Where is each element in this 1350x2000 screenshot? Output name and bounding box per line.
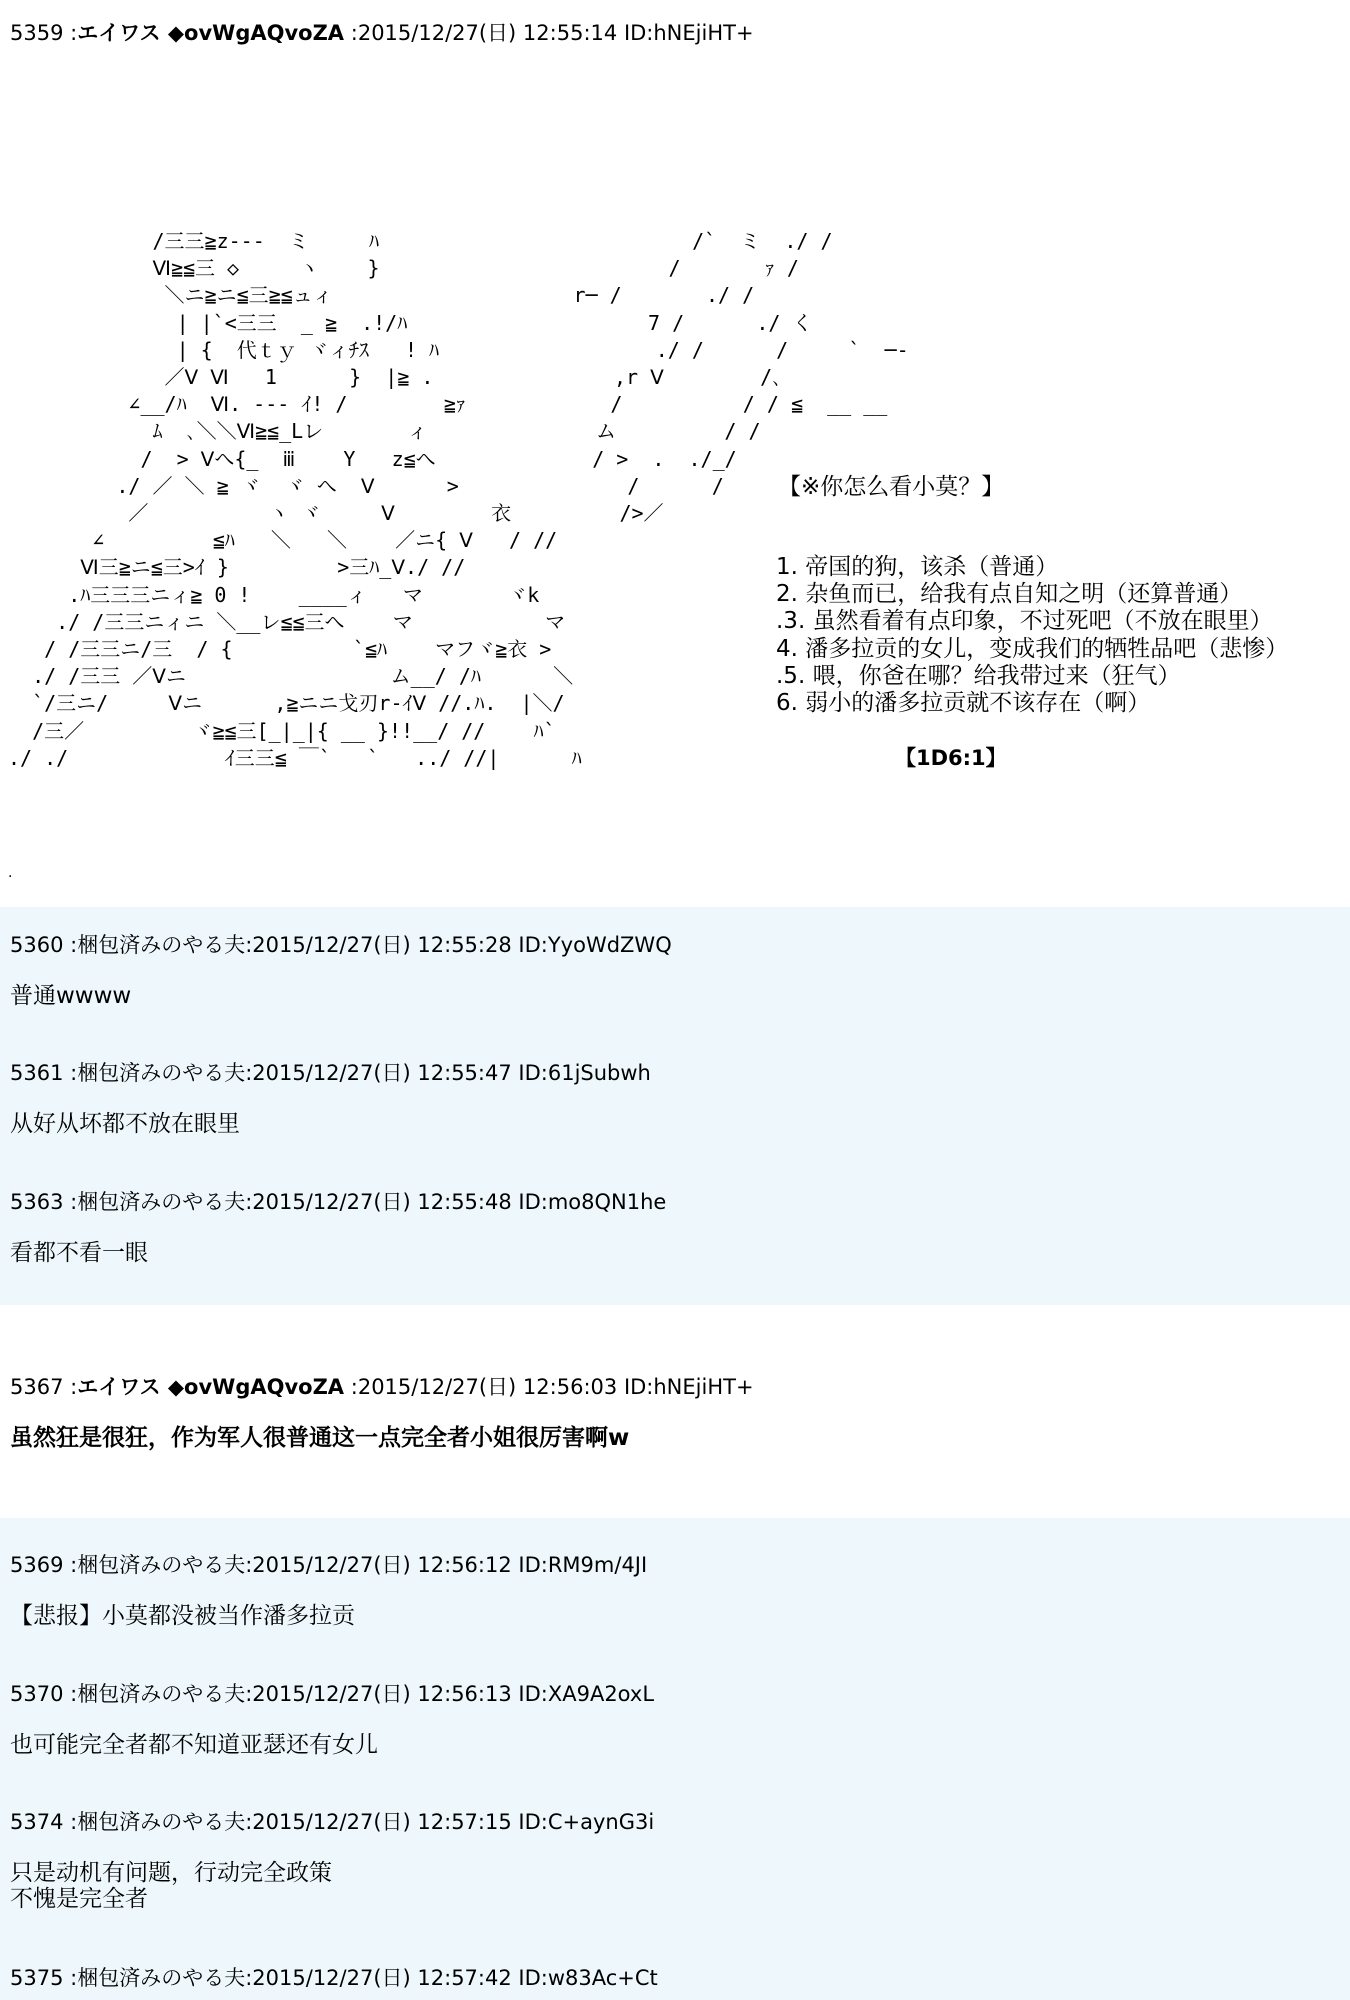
- choice-item: .5. 喂，你爸在哪？给我带过来（狂气）: [776, 662, 1181, 689]
- post-id[interactable]: ID:C+aynG3i: [518, 1810, 655, 1834]
- post-header: [10, 20, 754, 46]
- post-number: 5370: [10, 1682, 64, 1706]
- post-body: 只是动机有问题，行动完全政策: [10, 1860, 332, 1886]
- post-id[interactable]: ID:hNEjiHT+: [623, 21, 754, 45]
- post-date: 2015/12/27(日) 12:57:42: [252, 1966, 512, 1990]
- post-5359: [0, 0, 1350, 907]
- post-body: 虽然狂是很狂，作为军人很普通这一点完全者小姐很厉害啊w: [10, 1425, 630, 1451]
- post-date: 2015/12/27(日) 12:56:12: [252, 1553, 512, 1577]
- post-header: [10, 932, 672, 958]
- post-author[interactable]: エイワス ◆ovWgAQvoZA: [77, 1375, 345, 1399]
- post-group-1: [0, 907, 1350, 1305]
- post-sep2: :: [245, 1553, 253, 1577]
- post-author[interactable]: 梱包済みのやる夫: [77, 1061, 246, 1085]
- post-date: 2015/12/27(日) 12:55:48: [252, 1190, 512, 1214]
- post-date: 2015/12/27(日) 12:56:13: [252, 1682, 512, 1706]
- post-number: 5360: [10, 933, 64, 957]
- dice-result: 【1D6:1】: [895, 746, 1007, 770]
- post-sep: :: [63, 1966, 78, 1990]
- post-author[interactable]: 梱包済みのやる夫: [77, 1682, 246, 1706]
- post-date: 2015/12/27(日) 12:55:47: [252, 1061, 512, 1085]
- post-sep: :: [63, 21, 78, 45]
- post-id[interactable]: ID:YyoWdZWQ: [518, 933, 672, 957]
- post-body: 从好从坏都不放在眼里: [10, 1111, 240, 1137]
- post-number: 5367: [10, 1375, 64, 1399]
- post-sep2: :: [245, 933, 253, 957]
- post-sep: :: [63, 1061, 78, 1085]
- post-header: [10, 1681, 654, 1707]
- post-body: 也可能完全者都不知道亚瑟还有女儿: [10, 1732, 378, 1758]
- post-body: 普通wwww: [10, 983, 132, 1009]
- post-header: [10, 1060, 651, 1086]
- post-id[interactable]: ID:61jSubwh: [518, 1061, 651, 1085]
- post-date: 2015/12/27(日) 12:55:28: [252, 933, 512, 957]
- post-5367: [0, 1305, 1350, 1518]
- post-id[interactable]: ID:hNEjiHT+: [623, 1375, 754, 1399]
- post-sep2: :: [245, 1061, 253, 1085]
- post-id[interactable]: ID:XA9A2oxL: [518, 1682, 655, 1706]
- post-sep: :: [63, 1553, 78, 1577]
- post-number: 5363: [10, 1190, 64, 1214]
- post-header: [10, 1809, 654, 1835]
- post-group-2: [0, 1518, 1350, 2000]
- choice-item: 4. 潘多拉贡的女儿，变成我们的牺牲品吧（悲惨）: [776, 635, 1289, 662]
- post-date: 2015/12/27(日) 12:55:14: [357, 21, 618, 45]
- post-sep2: :: [245, 1682, 253, 1706]
- post-sep: :: [63, 933, 78, 957]
- question-label: 【※你怎么看小莫？】: [778, 474, 1005, 500]
- post-author[interactable]: 梱包済みのやる夫: [77, 1810, 246, 1834]
- post-number: 5361: [10, 1061, 64, 1085]
- post-number: 5374: [10, 1810, 64, 1834]
- post-sep: :: [63, 1375, 78, 1399]
- choice-list: [776, 554, 1288, 717]
- post-author[interactable]: 梱包済みのやる夫: [77, 1190, 246, 1214]
- choice-item: 6. 弱小的潘多拉贡就不该存在（啊）: [776, 690, 1151, 717]
- post-sep2: :: [245, 1190, 253, 1214]
- post-date: 2015/12/27(日) 12:57:15: [252, 1810, 512, 1834]
- ascii-art: /三三≧z--- ミ ﾊ /` ミ ./ / Ⅵ≧≦三 ◇ ヽ } / ｧ / ＼ニ≧ニ≦三≧≦ュィ r─ / ./ / | |`<三三 _ ≧ .!/ﾊ 7 / ./ く | { 代ｔｙ ヾィﾁｽ ! ﾊ ./ / / ` ─- ／Ⅴ Ⅵ 1 } |≧ . ,r Ⅴ /､ ∠__/ﾊ Ⅵ. -‐- ｲ! / ≧ｧ / / / ≦ __ __ ﾑ ､＼＼Ⅵ≧≦_Lレ ィ ム / / / > Ⅴへ{_ ⅲ Y z≦へ / > . ./_/ ./ ／ ＼ ≧ ヾ ヾ へ Ⅴ > / / ／ ヽ ヾ Ⅴ 衣 />／ ∠ ≦ﾊ ＼ ＼ ／ニ{ Ⅴ / // Ⅵ三≧ニ≦三>ｲ } >三ﾊ_Ⅴ./ // .ﾊ三三三ニィ≧ 0 ! ____ィ マ ヾk ./ /三三ニィニ ＼__レ≦≦三へ マ マ / /三三ニ/三 / { `≦ﾊ マフヾ≧衣 > ./ /三三 ／Ⅴニ ム__/ /ﾊ ＼ `/三ニ/ Ⅴニ ,≧ニニ戈刃r-ｲⅤ //.ﾊ. |＼/ /三／ ヾ≧≦三[_|_|{ __ }!!__/ // ﾊ` ./ ./ ｲ三三≦ ￣` ` ../ //| ﾊ: [8, 229, 909, 770]
- post-sep2: :: [245, 1966, 253, 1990]
- post-body: 看都不看一眼: [10, 1240, 148, 1266]
- post-id[interactable]: ID:mo8QN1he: [518, 1190, 667, 1214]
- post-header: [10, 1189, 666, 1215]
- post-body: 【悲报】小莫都没被当作潘多拉贡: [10, 1603, 355, 1629]
- choice-item: 2. 杂鱼而已，给我有点自知之明（还算普通）: [776, 581, 1243, 608]
- post-sep2: :: [245, 1810, 253, 1834]
- post-header: [10, 1965, 658, 1991]
- post-header: [10, 1552, 647, 1578]
- post-number: 5369: [10, 1553, 64, 1577]
- post-sep: :: [63, 1682, 78, 1706]
- post-sep: :: [63, 1810, 78, 1834]
- post-id[interactable]: ID:w83Ac+Ct: [518, 1966, 658, 1990]
- post-sep2: :: [344, 1375, 358, 1399]
- post-id[interactable]: ID:RM9m/4JI: [518, 1553, 648, 1577]
- post-date: 2015/12/27(日) 12:56:03: [357, 1375, 618, 1399]
- post-number: 5375: [10, 1966, 64, 1990]
- post-author[interactable]: エイワス ◆ovWgAQvoZA: [77, 21, 345, 45]
- post-number: 5359: [10, 21, 64, 45]
- choice-item: 1. 帝国的狗，该杀（普通）: [776, 554, 1059, 580]
- post-author[interactable]: 梱包済みのやる夫: [77, 933, 246, 957]
- post-sep: :: [63, 1190, 78, 1214]
- post-body-line2: 不愧是完全者: [10, 1886, 148, 1912]
- stray-dot: .: [8, 865, 13, 881]
- post-header: [10, 1374, 754, 1400]
- post-sep2: :: [344, 21, 358, 45]
- post-author[interactable]: 梱包済みのやる夫: [77, 1553, 246, 1577]
- choice-item: .3. 虽然看着有点印象，不过死吧（不放在眼里）: [776, 608, 1273, 635]
- post-author[interactable]: 梱包済みのやる夫: [77, 1966, 246, 1990]
